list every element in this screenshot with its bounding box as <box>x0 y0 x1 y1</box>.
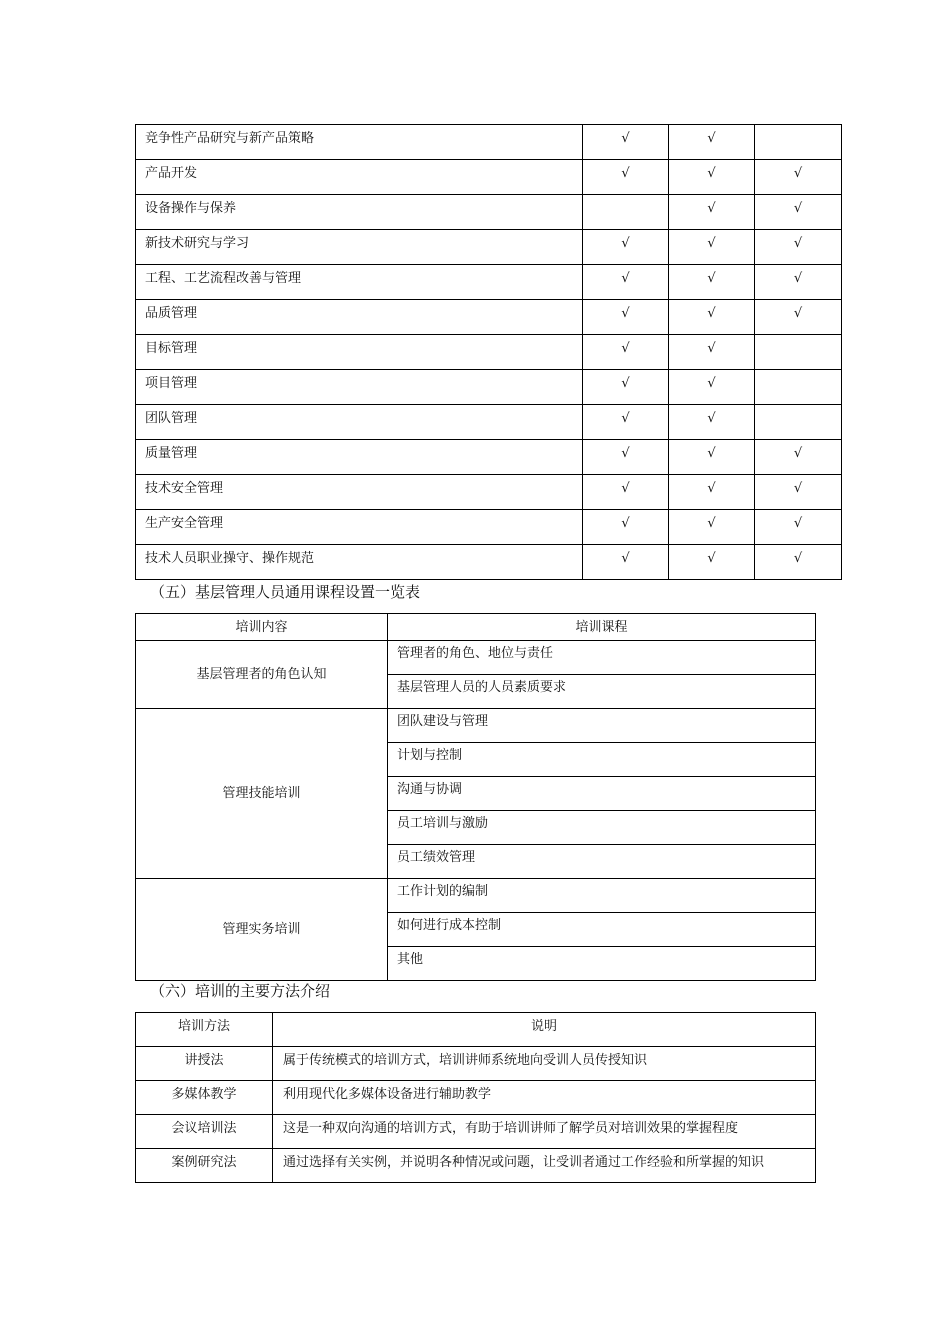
check-mark: √ <box>669 545 755 580</box>
check-mark: √ <box>755 300 842 335</box>
table-row <box>136 335 842 370</box>
check-mark: √ <box>583 160 669 195</box>
table-header-row <box>136 1013 816 1047</box>
course-name: 生产安全管理 <box>136 510 583 545</box>
table-row <box>136 370 842 405</box>
check-mark: √ <box>669 300 755 335</box>
course-name: 设备操作与保养 <box>136 195 583 230</box>
method-cell: 案例研究法 <box>136 1149 273 1183</box>
check-mark: √ <box>583 335 669 370</box>
course-name: 新技术研究与学习 <box>136 230 583 265</box>
check-mark: √ <box>669 125 755 160</box>
check-mark: √ <box>583 370 669 405</box>
course-name: 质量管理 <box>136 440 583 475</box>
course-cell: 沟通与协调 <box>388 777 816 811</box>
check-mark <box>755 405 842 440</box>
check-mark: √ <box>669 370 755 405</box>
category-cell: 管理实务培训 <box>136 879 388 981</box>
course-name: 项目管理 <box>136 370 583 405</box>
section-heading: （五）基层管理人员通用课程设置一览表 <box>150 583 421 601</box>
table-row <box>136 1047 816 1081</box>
table-row <box>136 475 842 510</box>
course-name: 竞争性产品研究与新产品策略 <box>136 125 583 160</box>
check-mark: √ <box>755 545 842 580</box>
table-row <box>136 265 842 300</box>
course-name: 品质管理 <box>136 300 583 335</box>
table-row <box>136 709 816 743</box>
course-name: 技术安全管理 <box>136 475 583 510</box>
check-mark: √ <box>669 160 755 195</box>
course-name: 工程、工艺流程改善与管理 <box>136 265 583 300</box>
table-row <box>136 1149 816 1183</box>
description-cell: 属于传统模式的培训方式，培训讲师系统地向受训人员传授知识 <box>273 1047 816 1081</box>
course-cell: 员工绩效管理 <box>388 845 816 879</box>
course-checklist-table <box>135 124 842 580</box>
check-mark: √ <box>755 475 842 510</box>
check-mark: √ <box>583 230 669 265</box>
check-mark: √ <box>669 440 755 475</box>
table-row <box>136 1081 816 1115</box>
check-mark: √ <box>669 335 755 370</box>
check-mark: √ <box>669 195 755 230</box>
course-cell: 管理者的角色、地位与责任 <box>388 641 816 675</box>
category-cell: 基层管理者的角色认知 <box>136 641 388 709</box>
check-mark: √ <box>755 510 842 545</box>
course-cell: 工作计划的编制 <box>388 879 816 913</box>
check-mark <box>755 370 842 405</box>
table-row <box>136 160 842 195</box>
check-mark: √ <box>669 510 755 545</box>
course-name: 技术人员职业操守、操作规范 <box>136 545 583 580</box>
method-cell: 多媒体教学 <box>136 1081 273 1115</box>
course-cell: 其他 <box>388 947 816 981</box>
course-name: 目标管理 <box>136 335 583 370</box>
check-mark: √ <box>669 230 755 265</box>
course-cell: 如何进行成本控制 <box>388 913 816 947</box>
column-header: 培训方法 <box>136 1013 273 1047</box>
table-row <box>136 125 842 160</box>
course-cell: 员工培训与激励 <box>388 811 816 845</box>
check-mark: √ <box>755 265 842 300</box>
table-header-row <box>136 614 816 641</box>
column-header: 说明 <box>273 1013 816 1047</box>
table-row <box>136 300 842 335</box>
table-row <box>136 230 842 265</box>
course-cell: 基层管理人员的人员素质要求 <box>388 675 816 709</box>
category-cell: 管理技能培训 <box>136 709 388 879</box>
table-row <box>136 545 842 580</box>
check-mark: √ <box>583 440 669 475</box>
section-heading: （六）培训的主要方法介绍 <box>150 982 331 1000</box>
course-cell: 计划与控制 <box>388 743 816 777</box>
description-cell: 通过选择有关实例，并说明各种情况或问题，让受训者通过工作经验和所掌握的知识 <box>273 1149 816 1183</box>
check-mark: √ <box>669 405 755 440</box>
course-name: 团队管理 <box>136 405 583 440</box>
table-row <box>136 440 842 475</box>
table-row <box>136 641 816 675</box>
method-cell: 讲授法 <box>136 1047 273 1081</box>
table-row <box>136 510 842 545</box>
table-row <box>136 405 842 440</box>
check-mark: √ <box>755 195 842 230</box>
check-mark <box>755 125 842 160</box>
course-name: 产品开发 <box>136 160 583 195</box>
check-mark: √ <box>755 230 842 265</box>
column-header: 培训课程 <box>388 614 816 641</box>
description-cell: 利用现代化多媒体设备进行辅助教学 <box>273 1081 816 1115</box>
method-cell: 会议培训法 <box>136 1115 273 1149</box>
check-mark <box>755 335 842 370</box>
table-row <box>136 195 842 230</box>
table-row <box>136 1115 816 1149</box>
check-mark: √ <box>583 510 669 545</box>
check-mark: √ <box>583 300 669 335</box>
check-mark: √ <box>755 440 842 475</box>
check-mark: √ <box>583 265 669 300</box>
check-mark: √ <box>583 125 669 160</box>
check-mark: √ <box>755 160 842 195</box>
description-cell: 这是一种双向沟通的培训方式，有助于培训讲师了解学员对培训效果的掌握程度 <box>273 1115 816 1149</box>
column-header: 培训内容 <box>136 614 388 641</box>
check-mark: √ <box>669 265 755 300</box>
check-mark: √ <box>583 405 669 440</box>
course-cell: 团队建设与管理 <box>388 709 816 743</box>
check-mark: √ <box>583 475 669 510</box>
check-mark <box>583 195 669 230</box>
table-row <box>136 879 816 913</box>
grassroots-course-table <box>135 613 816 981</box>
training-methods-table <box>135 1012 816 1183</box>
check-mark: √ <box>583 545 669 580</box>
check-mark: √ <box>669 475 755 510</box>
